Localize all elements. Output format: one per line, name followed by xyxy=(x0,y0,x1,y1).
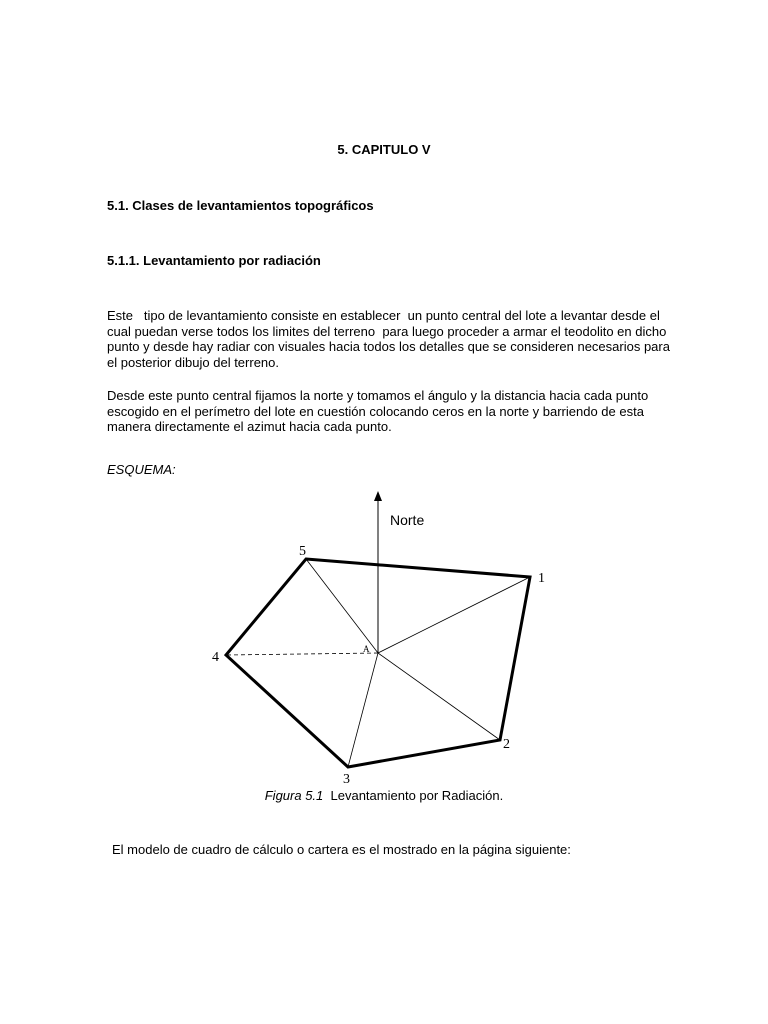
chapter-title: 5. CAPITULO V xyxy=(337,142,431,157)
closing-text: El modelo de cuadro de cálculo o cartera es el mostrado en la página siguiente: xyxy=(112,842,571,857)
section-title: 5.1. Clases de levantamientos topográficos xyxy=(107,198,374,213)
point-label-4: 4 xyxy=(212,650,219,665)
paragraph-line: el posterior dibujo del terreno. xyxy=(107,354,279,370)
paragraph-line: Desde este punto central fijamos la norte y tomamos el ángulo y la distancia hacia cada punto xyxy=(107,388,649,403)
radial-line-1 xyxy=(378,577,530,653)
paragraph-line: escogido en el perímetro del lote en cuestión colocando ceros en la norte y barriendo de esta xyxy=(107,403,644,419)
esquema-label: ESQUEMA: xyxy=(107,462,176,477)
figure-number: Figura 5.1 xyxy=(264,788,324,803)
paragraph-line: cual puedan verse todos los limites del terreno para luego proceder a armar el teodolito en dicho xyxy=(107,323,667,339)
paragraph-line: manera directamente el azimut hacia cada punto. xyxy=(107,419,392,434)
subsection-title: 5.1.1. Levantamiento por radiación xyxy=(107,253,321,268)
radial-line-5 xyxy=(306,559,378,653)
point-label-2: 2 xyxy=(503,737,510,752)
point-label-3: 3 xyxy=(343,772,350,787)
north-label: Norte xyxy=(390,512,425,528)
figure-caption xyxy=(0,788,768,803)
point-label-1: 1 xyxy=(538,571,545,586)
figure-caption-text: Levantamiento por Radiación. xyxy=(330,788,504,803)
paragraph-line: Este tipo de levantamiento consiste en establecer un punto central del lote a levantar desde el xyxy=(107,308,660,323)
radial-line-4 xyxy=(226,653,378,655)
paragraph-line: punto y desde hay radiar con visuales hacia todos los detalles que se consideren necesarios para xyxy=(107,339,670,354)
point-label-5: 5 xyxy=(299,544,306,559)
center-label: A xyxy=(363,644,370,654)
radial-line-2 xyxy=(378,653,500,740)
radial-line-3 xyxy=(348,653,378,767)
